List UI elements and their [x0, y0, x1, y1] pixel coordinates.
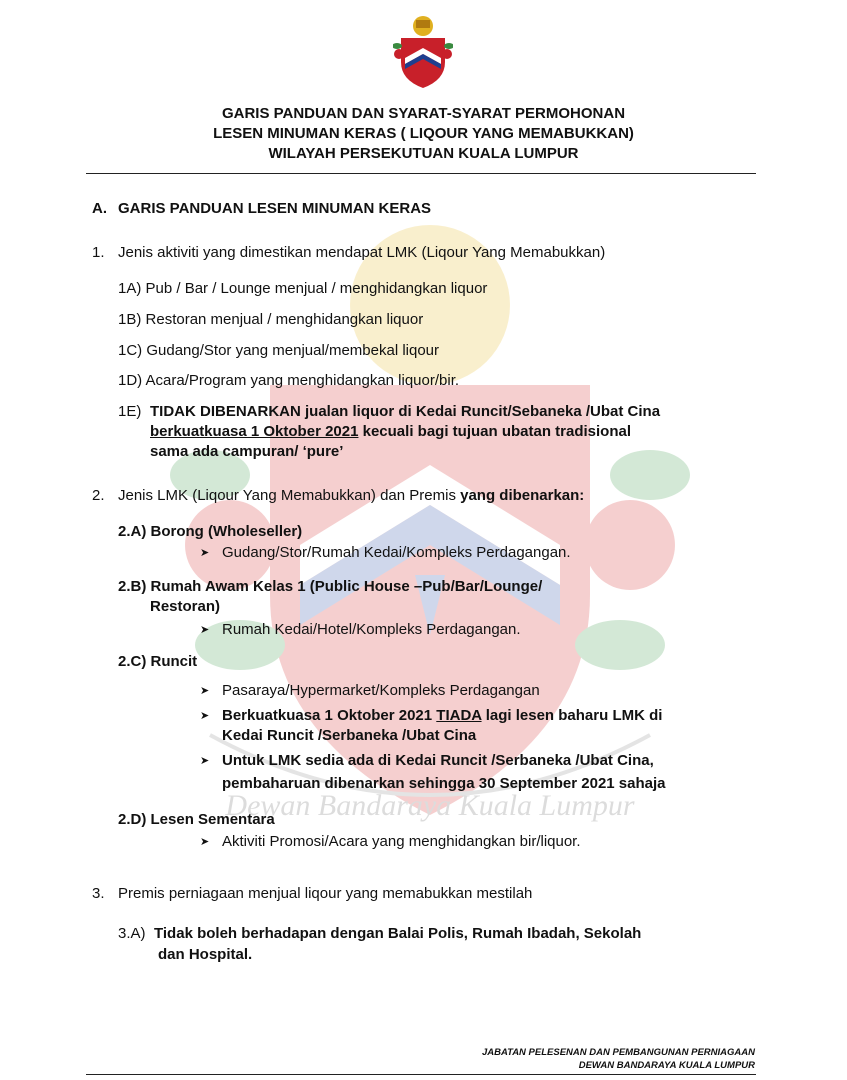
item-1a-text: Pub / Bar / Lounge menjual / menghidangkan liquor [145, 280, 488, 297]
item-1e-line-3: sama ada campuran/ ‘pure’ [150, 443, 344, 460]
item-1-number: 1. [92, 244, 105, 261]
item-1e-number: 1E) [118, 403, 142, 420]
dbkl-crest-icon [393, 14, 453, 90]
document-title [0, 104, 847, 164]
item-2-text [118, 486, 584, 506]
item-3a-line-2: dan Hospital. [158, 946, 253, 963]
item-1c-number: 1C) [118, 342, 143, 359]
title-line-1: GARIS PANDUAN DAN SYARAT-SYARAT PERMOHONAN [221, 105, 626, 122]
footer-line-1: JABATAN PELESENAN DAN PEMBANGUNAN PERNIAGAAN [481, 1047, 755, 1058]
header-divider [86, 173, 756, 174]
item-2c-bullet-3-line-2: pembaharuan dibenarkan sehingga 30 September 2021 sahaja [222, 775, 666, 792]
item-3a-line-1: Tidak boleh berhadapan dengan Balai Polis, Rumah Ibadah, Sekolah [154, 925, 642, 942]
item-2b-title-1: 2.B) Rumah Awam Kelas 1 (Public House –Pub/Bar/Lounge/ [118, 578, 543, 595]
arrow-bullet-icon: ➤ [200, 836, 210, 848]
watermark-text: Dewan Bandaraya Kuala Lumpur [225, 789, 635, 822]
item-2a-title: 2.A) Borong (Wholeseller) [118, 523, 303, 540]
item-1b [118, 310, 423, 330]
item-2b-bullet-1: Rumah Kedai/Hotel/Kompleks Perdagangan. [222, 621, 521, 638]
title-line-2: LESEN MINUMAN KERAS ( LIQOUR YANG MEMABUKKAN) [213, 125, 634, 142]
item-2c-bullet-2-tiada: TIADA [436, 707, 482, 724]
item-2c-bullet-3-line-1: Untuk LMK sedia ada di Kedai Runcit /Serbaneka /Ubat Cina, [222, 752, 654, 769]
item-1c-text: Gudang/Stor yang menjual/membekal liqour [146, 342, 440, 359]
item-2-text-b: yang dibenarkan: [460, 487, 585, 504]
item-1a [118, 279, 487, 299]
item-1d [118, 371, 459, 391]
item-2c-bullet-2-a: Berkuatkuasa 1 Oktober 2021 [222, 707, 437, 724]
title-line-3: WILAYAH PERSEKUTUAN KUALA LUMPUR [268, 145, 579, 162]
item-1e-line-2-rest: kecuali bagi tujuan ubatan tradisional [358, 423, 632, 440]
item-2c-bullet-2-line-1 [222, 706, 662, 726]
footer [482, 1046, 755, 1072]
item-3-text: Premis perniagaan menjual liqour yang memabukkan mestilah [118, 885, 533, 902]
item-1a-number: 1A) [118, 280, 142, 297]
item-3a-number: 3.A) [118, 925, 146, 942]
item-1b-text: Restoran menjual / menghidangkan liquor [145, 311, 424, 328]
item-2-text-a: Jenis LMK (Liqour Yang Memabukkan) dan Premis [118, 487, 461, 504]
item-1e-effective-date: berkuatkuasa 1 Oktober 2021 [150, 423, 359, 440]
section-a-title: GARIS PANDUAN LESEN MINUMAN KERAS [118, 200, 432, 217]
footer-line-2: DEWAN BANDARAYA KUALA LUMPUR [578, 1060, 755, 1071]
item-1e-line-2 [150, 422, 631, 442]
item-2c-title: 2.C) Runcit [118, 653, 198, 670]
arrow-bullet-icon: ➤ [200, 755, 210, 767]
item-1e-line-1: TIDAK DIBENARKAN jualan liquor di Kedai Runcit/Sebaneka /Ubat Cina [150, 403, 661, 420]
item-2c-bullet-2-line-2: Kedai Runcit /Serbaneka /Ubat Cina [222, 727, 477, 744]
item-2b-title-2: Restoran) [150, 598, 221, 615]
arrow-bullet-icon: ➤ [200, 685, 210, 697]
item-1d-number: 1D) [118, 372, 143, 389]
item-1d-text: Acara/Program yang menghidangkan liquor/bir. [145, 372, 460, 389]
item-2c-bullet-1: Pasaraya/Hypermarket/Kompleks Perdagangan [222, 682, 540, 699]
item-2d-bullet-1: Aktiviti Promosi/Acara yang menghidangkan bir/liquor. [222, 833, 581, 850]
item-2d-title: 2.D) Lesen Sementara [118, 811, 275, 828]
arrow-bullet-icon: ➤ [200, 547, 210, 559]
item-2c-bullet-2-b: lagi lesen baharu LMK di [481, 707, 663, 724]
item-3-number: 3. [92, 885, 105, 902]
item-2-number: 2. [92, 487, 105, 504]
section-a-number: A. [92, 200, 107, 217]
item-1b-number: 1B) [118, 311, 142, 328]
item-1c [118, 341, 439, 361]
arrow-bullet-icon: ➤ [200, 624, 210, 636]
item-2a-bullet-1: Gudang/Stor/Rumah Kedai/Kompleks Perdagangan. [222, 544, 571, 561]
item-1-text: Jenis aktiviti yang dimestikan mendapat LMK (Liqour Yang Memabukkan) [118, 244, 606, 261]
footer-divider [86, 1074, 756, 1075]
arrow-bullet-icon: ➤ [200, 710, 210, 722]
